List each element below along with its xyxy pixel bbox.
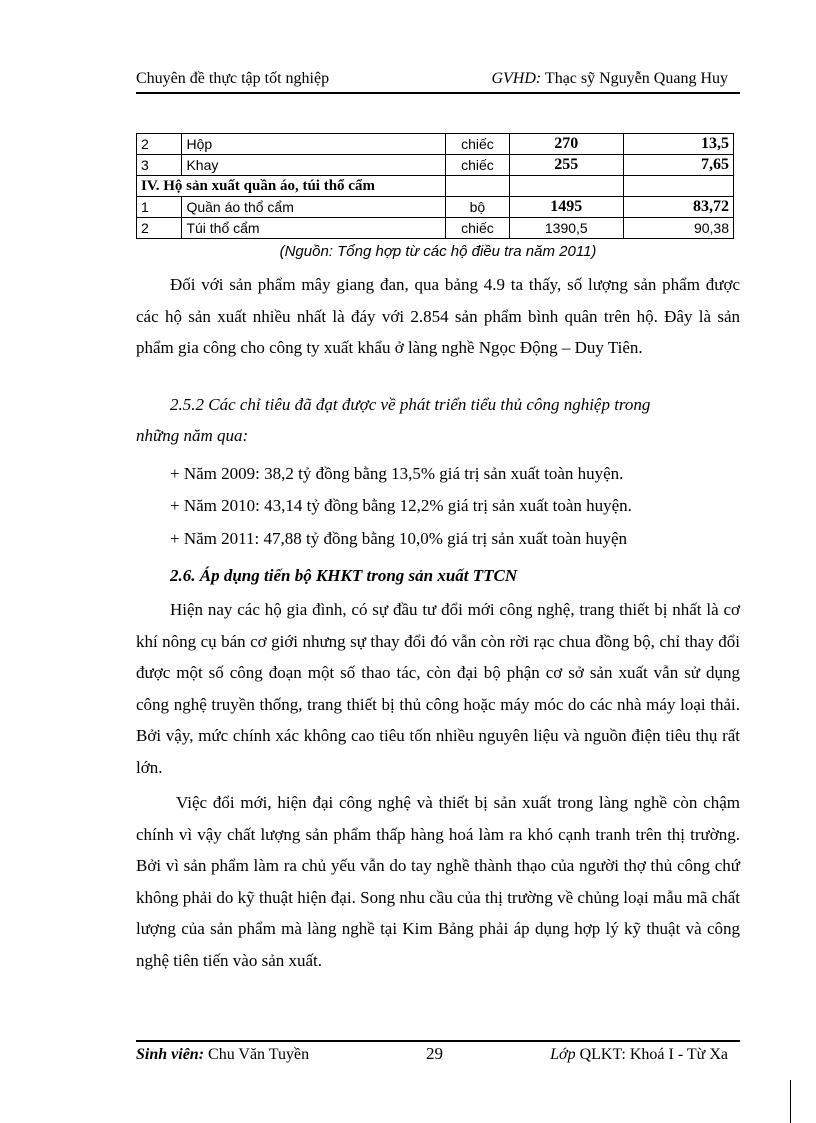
bullet-item: + Năm 2009: 38,2 tỷ đồng bằng 13,5% giá trị sản xuất toàn huyện. [170, 464, 624, 483]
empty-cell [623, 176, 733, 197]
row-unit: chiếc [446, 134, 510, 155]
row-qty: 1390,5 [509, 218, 623, 239]
table-row [137, 218, 734, 239]
row-qty: 255 [509, 155, 623, 176]
row-name: Khay [182, 155, 446, 176]
paragraph-2 [136, 594, 740, 783]
table-row [137, 197, 734, 218]
footer-student [136, 1046, 309, 1064]
row-no: 2 [137, 134, 182, 155]
row-name: Túi thổ cẩm [182, 218, 446, 239]
supervisor-name: Thạc sỹ Nguyễn Quang Huy [544, 70, 728, 87]
paragraph-text: Việc đổi mới, hiện đại công nghệ và thiết bị sản xuất trong làng nghề còn chậm chính vì vậy chất lượng sản phẩm thấp hàng hoá làm ra khó cạnh tranh trên thị trường. Bởi vì sản phẩm làm ra chủ yếu vẫn do tay nghề thành thạo của người thợ thủ công chứ không phải do kỹ thuật hiện đại. Song nhu cầu của thị trường về chủng loại mẫu mã chất lượng của sản phẩm mà làng nghề tại Kim Bảng phải áp dụng hợp lý kỹ thuật và công nghệ tiên tiến vào sản xuất. [136, 793, 740, 970]
bullet-item: + Năm 2010: 43,14 tỷ đồng bằng 12,2% giá trị sản xuất toàn huyện. [170, 496, 632, 515]
header-title: Chuyên đề thực tập tốt nghiệp [136, 70, 330, 87]
row-name: Hộp [182, 134, 446, 155]
row-unit: bộ [446, 197, 510, 218]
row-value: 83,72 [623, 197, 733, 218]
table-section-row [137, 176, 734, 197]
row-value: 7,65 [623, 155, 733, 176]
row-qty: 270 [509, 134, 623, 155]
table-row [137, 134, 734, 155]
empty-cell [509, 176, 623, 197]
paragraph-3 [136, 787, 740, 976]
paragraph-text: Hiện nay các hộ gia đình, có sự đầu tư đổi mới công nghệ, trang thiết bị nhất là cơ khí nông cụ bán cơ giới nhưng sự thay đổi đó vẫn còn rời rạc chua đồng bộ, chỉ thay đổi được một số công đoạn một số thao tác, còn đại bộ phận cơ sở sản xuất vẫn sử dụng công nghệ truyền thống, trang thiết bị thủ công hoặc máy móc do các nhà máy loại thải. Bởi vậy, mức chính xác không cao tiêu tốn nhiều nguyên liệu và nguồn điện tiêu thụ rất lớn. [136, 600, 740, 777]
table-source: (Nguồn: Tổng hợp từ các hộ điều tra năm 2011) [279, 243, 597, 260]
section-title: IV. Hộ sản xuất quần áo, túi thổ cẩm [137, 176, 446, 197]
table-row [137, 155, 734, 176]
empty-cell [446, 176, 510, 197]
class-label: Lớp [550, 1046, 576, 1063]
subsection-title-cont: những năm qua: [136, 426, 249, 445]
footer-class [550, 1046, 728, 1064]
page-footer [136, 1040, 740, 1072]
section-heading: 2.6. Áp dụng tiến bộ KHKT trong sản xuất TTCN [170, 566, 518, 585]
row-no: 2 [137, 218, 182, 239]
row-no: 1 [137, 197, 182, 218]
bullet-item: + Năm 2011: 47,88 tỷ đồng bằng 10,0% giá trị sản xuất toàn huyện [170, 529, 628, 548]
row-unit: chiếc [446, 155, 510, 176]
page-number: 29 [426, 1044, 443, 1063]
paragraph-text: Đối với sản phẩm mây giang đan, qua bảng 4.9 ta thấy, số lượng sản phẩm được các hộ sản xuất nhiều nhất là đáy với 2.854 sản phẩm bình quân trên hộ. Đây là sản phẩm gia công cho công ty xuất khẩu ở làng nghề Ngọc Động – Duy Tiên. [136, 275, 740, 357]
student-name: Chu Văn Tuyền [208, 1046, 310, 1063]
student-label: Sinh viên: [136, 1046, 205, 1063]
subsection-title: 2.5.2 Các chỉ tiêu đã đạt được về phát triển tiểu thủ công nghiệp trong [170, 395, 651, 414]
page-header [136, 68, 740, 94]
margin-line [790, 1080, 791, 1123]
row-unit: chiếc [446, 218, 510, 239]
supervisor-label: GVHD: [491, 70, 542, 87]
paragraph-1 [136, 269, 740, 364]
row-no: 3 [137, 155, 182, 176]
row-value: 90,38 [623, 218, 733, 239]
class-value: QLKT: Khoá I - Từ Xa [579, 1046, 728, 1063]
row-value: 13,5 [623, 134, 733, 155]
header-supervisor [491, 70, 728, 88]
product-table [136, 133, 734, 239]
row-qty: 1495 [509, 197, 623, 218]
row-name: Quần áo thổ cẩm [182, 197, 446, 218]
